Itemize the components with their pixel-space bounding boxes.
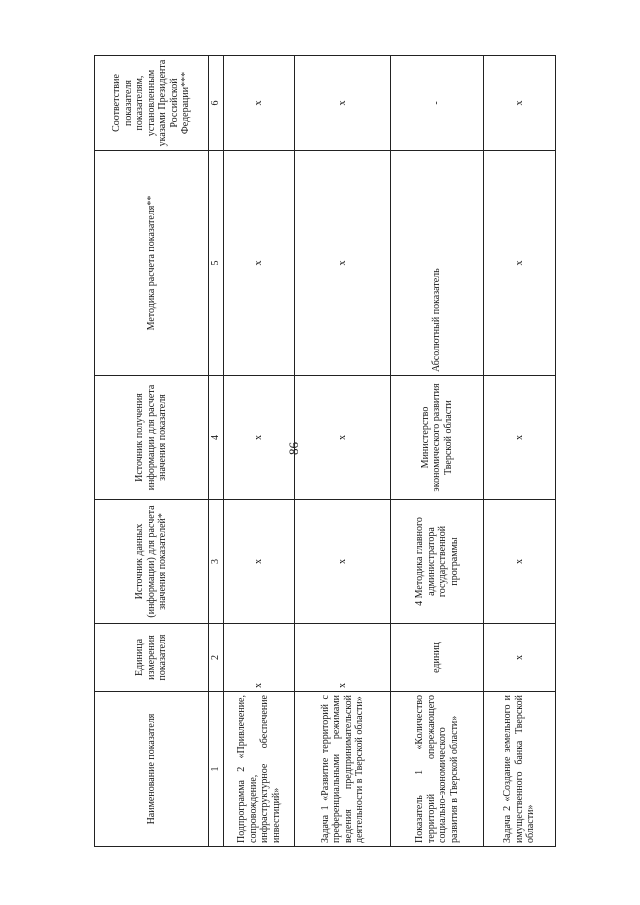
indicators-table xyxy=(94,55,556,847)
column-number: 3 xyxy=(209,500,224,624)
table-row xyxy=(484,56,556,847)
header-unit: Единица измерения показателя xyxy=(95,624,209,692)
data-source-cell: x xyxy=(484,500,556,624)
indicator-name: Показатель 1 «Количество территорий опережающего социально-экономического развития в Тверской области» xyxy=(391,692,484,847)
table-row xyxy=(224,56,295,847)
table-row xyxy=(295,56,391,847)
header-info-source: Источник получения информации для расчета значения показателя xyxy=(95,376,209,500)
unit-cell: x xyxy=(224,624,295,692)
indicator-name: Подпрограмма 2 «Привлечение, сопровождение, инфраструктурное обеспечение инвестиций» xyxy=(224,692,295,847)
page-number: 86 xyxy=(286,442,301,455)
unit-cell: x xyxy=(295,624,391,692)
table-row xyxy=(391,56,484,847)
data-source-cell: 4 Методика главного администратора государственной программы xyxy=(391,500,484,624)
method-cell: x xyxy=(484,151,556,376)
decree-cell: x xyxy=(295,56,391,151)
header-calc-method: Методика расчета показателя** xyxy=(95,151,209,376)
info-source-cell: x xyxy=(484,376,556,500)
method-cell: x xyxy=(295,151,391,376)
method-cell: x xyxy=(224,151,295,376)
column-number: 1 xyxy=(209,692,224,847)
method-cell: Абсолютный показатель xyxy=(391,151,484,376)
header-indicator-name: Наименование показателя xyxy=(95,692,209,847)
column-number: 5 xyxy=(209,151,224,376)
decree-cell: x xyxy=(484,56,556,151)
decree-cell: x xyxy=(224,56,295,151)
indicator-name: Задача 2 «Создание земельного и имущественного банка Тверской области» xyxy=(484,692,556,847)
unit-cell: x xyxy=(484,624,556,692)
info-source-cell: x xyxy=(295,376,391,500)
header-data-source: Источник данных (информации) для расчета значения показателей* xyxy=(95,500,209,624)
unit-cell: единиц xyxy=(391,624,484,692)
info-source-cell: Министерство экономического развития Тверской области xyxy=(391,376,484,500)
column-number: 6 xyxy=(209,56,224,151)
column-number: 2 xyxy=(209,624,224,692)
column-number: 4 xyxy=(209,376,224,500)
decree-cell: - xyxy=(391,56,484,151)
document-table-wrapper xyxy=(94,56,554,847)
header-decree-compliance: Соответствие показателя показателям, установленным указами Президента Российской Федерации*** xyxy=(95,56,209,151)
data-source-cell: x xyxy=(295,500,391,624)
indicator-name: Задача 1 «Развитие территорий с преференциальными режимами ведения предпринимательской деятельности в Тверской области» xyxy=(295,692,391,847)
data-source-cell: x xyxy=(224,500,295,624)
info-source-cell: x xyxy=(224,376,295,500)
table-header-row xyxy=(95,56,209,847)
column-number-row xyxy=(209,56,224,847)
